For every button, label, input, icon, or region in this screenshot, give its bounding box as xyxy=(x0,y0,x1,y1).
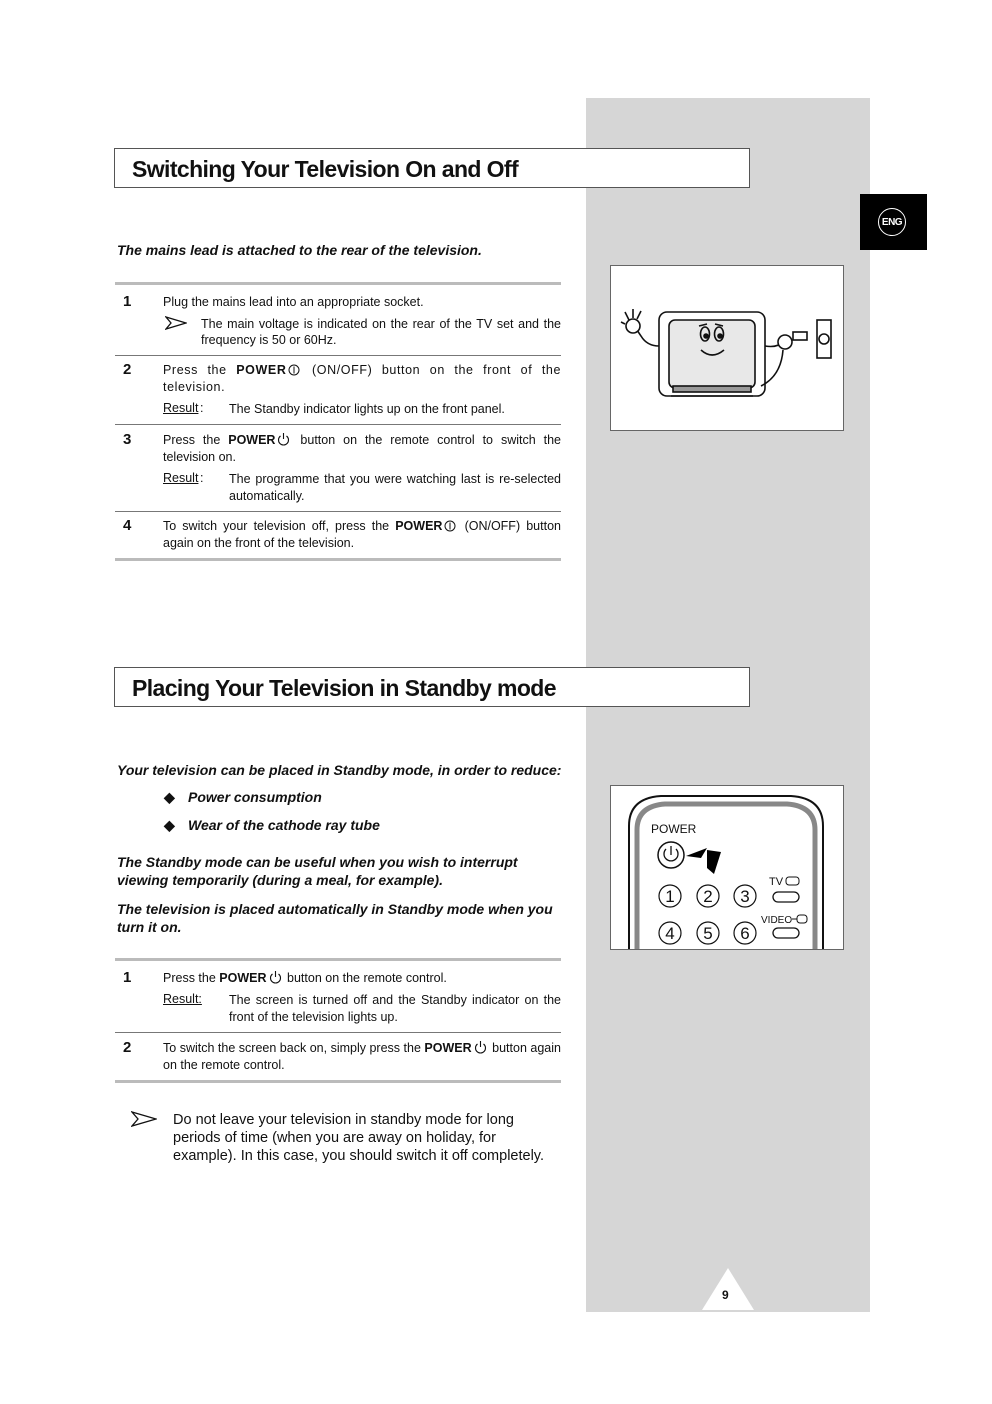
result-text: The screen is turned off and the Standby indicator on the front of the television lights up. xyxy=(229,993,561,1024)
remote-key-2: 2 xyxy=(703,887,713,906)
divider xyxy=(115,958,561,961)
section2-para: The Standby mode can be useful when you wish to interrupt viewing temporarily (during a meal, for example). xyxy=(117,854,518,888)
step-text: Press the POWER button on the remote control. xyxy=(163,971,447,985)
remote-illustration xyxy=(610,785,844,950)
diamond-bullet-icon: ◆ xyxy=(164,789,175,805)
divider xyxy=(115,355,561,356)
step-number: 2 xyxy=(123,1039,132,1056)
remote-key-6: 6 xyxy=(740,924,750,943)
bullet-item: ◆ Power consumption xyxy=(164,789,322,805)
step-text: To switch the screen back on, simply press the POWER button again on the remote control. xyxy=(163,1041,561,1072)
standby-note: Do not leave your television in standby mode for long periods of time (when you are away on holiday, for example). In this case, you should switch it off completely. xyxy=(173,1112,544,1164)
language-tab-label: ENG xyxy=(878,208,906,236)
remote-key-1: 1 xyxy=(665,887,675,906)
section2-title: Placing Your Television in Standby mode xyxy=(132,675,556,701)
section2-intro: Your television can be placed in Standby mode, in order to reduce: xyxy=(117,762,562,778)
tv-plug-illustration xyxy=(610,265,844,431)
step-number: 3 xyxy=(123,431,132,448)
bullet-item: ◆ Wear of the cathode ray tube xyxy=(164,817,380,833)
section2-para: The television is placed automatically in Standby mode when you turn it on. xyxy=(117,901,553,935)
result-label: Result xyxy=(163,401,199,415)
step-number: 2 xyxy=(123,361,132,378)
remote-video-label: VIDEO xyxy=(761,915,793,926)
remote-key-4: 4 xyxy=(665,924,675,943)
remote-tv-label: TV xyxy=(769,876,784,888)
note-arrow-icon xyxy=(165,316,187,330)
power-icon xyxy=(277,432,290,446)
divider xyxy=(115,511,561,512)
power-icon xyxy=(269,970,282,984)
diamond-bullet-icon: ◆ xyxy=(164,817,175,833)
section1-title: Switching Your Television On and Off xyxy=(132,156,519,182)
divider xyxy=(115,1080,561,1083)
divider xyxy=(115,282,561,285)
page-number: 9 xyxy=(722,1288,729,1302)
result-text: The programme that you were watching last is re-selected automatically. xyxy=(229,472,561,503)
power-onoff-icon xyxy=(288,364,300,376)
divider xyxy=(115,424,561,425)
note-arrow-icon xyxy=(131,1111,157,1127)
step-text: Press the POWER (ON/OFF) button on the front of the television. xyxy=(163,363,562,394)
step-number: 1 xyxy=(123,969,132,986)
remote-tv-button xyxy=(773,892,799,902)
section1-title-box xyxy=(114,148,750,188)
section2-title-box xyxy=(114,667,750,707)
remote-control-image xyxy=(611,786,843,949)
tv-character-image xyxy=(611,266,843,430)
step-text: Plug the mains lead into an appropriate socket. xyxy=(163,295,424,309)
step-note: The main voltage is indicated on the rear of the TV set and the frequency is 50 or 60Hz. xyxy=(201,317,561,347)
step-text: To switch your television off, press the POWER (ON/OFF) button again on the front of the television. xyxy=(163,519,561,550)
divider xyxy=(115,558,561,561)
step-number: 1 xyxy=(123,293,132,310)
divider xyxy=(115,1032,561,1033)
power-onoff-icon xyxy=(444,520,456,532)
power-icon xyxy=(474,1040,487,1054)
result-label: Result xyxy=(163,471,199,485)
remote-key-3: 3 xyxy=(740,887,750,906)
result-label: Result: xyxy=(163,992,202,1006)
remote-video-button xyxy=(773,928,799,938)
remote-key-5: 5 xyxy=(703,924,713,943)
language-tab xyxy=(860,194,927,250)
step-number: 4 xyxy=(123,517,132,534)
step-text: Press the POWER button on the remote control to switch the television on. xyxy=(163,433,561,464)
remote-power-label: POWER xyxy=(651,822,697,836)
section1-intro: The mains lead is attached to the rear of the television. xyxy=(117,242,482,258)
result-text: The Standby indicator lights up on the front panel. xyxy=(229,402,505,416)
